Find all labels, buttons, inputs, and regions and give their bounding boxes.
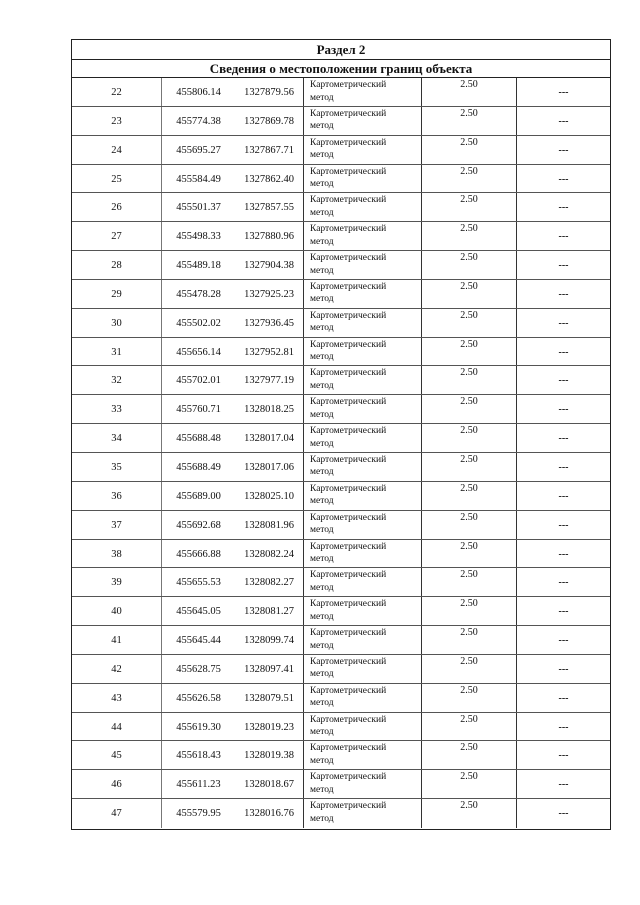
coordinate-y: 1328017.06 — [244, 461, 294, 473]
point-number: 43 — [111, 692, 122, 704]
method-cell — [303, 366, 421, 394]
table-row — [72, 366, 610, 395]
accuracy: 2.50 — [421, 366, 516, 394]
method-line-2: метод — [310, 352, 334, 363]
method-line-1: Картометрический — [310, 195, 387, 206]
point-description: --- — [516, 511, 610, 539]
point-number: 44 — [111, 721, 122, 733]
table-row — [72, 540, 610, 569]
table-row — [72, 741, 610, 770]
point-number: 37 — [111, 519, 122, 531]
table-row — [72, 424, 610, 453]
method-line-1: Картометрический — [310, 310, 387, 321]
coordinate-x: 455695.27 — [161, 136, 235, 164]
point-description: --- — [516, 713, 610, 741]
coordinate-x: 455655.53 — [161, 568, 235, 596]
accuracy: 2.50 — [421, 453, 516, 481]
coordinate-x: 455498.33 — [161, 222, 235, 250]
point-number: 28 — [111, 260, 122, 272]
method-cell — [303, 395, 421, 423]
method-line-2: метод — [310, 92, 334, 103]
point-description: --- — [516, 424, 610, 452]
accuracy: 2.50 — [421, 713, 516, 741]
coordinate-x: 455626.58 — [161, 684, 235, 712]
accuracy: 2.50 — [421, 78, 516, 106]
method-line-2: метод — [310, 496, 334, 507]
coordinate-y: 1327857.55 — [244, 202, 294, 214]
method-cell — [303, 684, 421, 712]
point-number: 23 — [111, 115, 122, 127]
document-frame — [71, 39, 611, 830]
point-number: 29 — [111, 288, 122, 300]
method-cell — [303, 136, 421, 164]
coordinate-y: 1328082.24 — [244, 548, 294, 560]
accuracy: 2.50 — [421, 136, 516, 164]
table-row — [72, 597, 610, 626]
table-row — [72, 482, 610, 511]
accuracy: 2.50 — [421, 395, 516, 423]
method-cell — [303, 540, 421, 568]
table-row — [72, 713, 610, 742]
method-line-1: Картометрический — [310, 253, 387, 264]
coordinate-x: 455760.71 — [161, 395, 235, 423]
coordinate-y: 1327880.96 — [244, 231, 294, 243]
table-row — [72, 626, 610, 655]
point-description: --- — [516, 799, 610, 828]
method-line-1: Картометрический — [310, 685, 387, 696]
method-line-2: метод — [310, 179, 334, 190]
method-line-1: Картометрический — [310, 368, 387, 379]
point-description: --- — [516, 626, 610, 654]
coordinate-x: 455611.23 — [161, 770, 235, 798]
coordinate-y: 1328019.23 — [244, 721, 294, 733]
coordinate-x: 455688.48 — [161, 424, 235, 452]
coordinate-x: 455689.00 — [161, 482, 235, 510]
point-description: --- — [516, 684, 610, 712]
method-cell — [303, 511, 421, 539]
method-line-1: Картометрический — [310, 166, 387, 177]
method-line-2: метод — [310, 698, 334, 709]
point-number: 45 — [111, 750, 122, 762]
method-cell — [303, 770, 421, 798]
method-cell — [303, 597, 421, 625]
method-cell — [303, 165, 421, 193]
method-line-1: Картометрический — [310, 628, 387, 639]
method-line-1: Картометрический — [310, 714, 387, 725]
method-line-1: Картометрический — [310, 454, 387, 465]
coordinate-x: 455702.01 — [161, 366, 235, 394]
table-row — [72, 655, 610, 684]
table-row — [72, 338, 610, 367]
accuracy: 2.50 — [421, 540, 516, 568]
point-description: --- — [516, 338, 610, 366]
accuracy: 2.50 — [421, 741, 516, 769]
coordinate-y: 1327936.45 — [244, 317, 294, 329]
point-number: 40 — [111, 606, 122, 618]
point-number: 34 — [111, 433, 122, 445]
point-number: 47 — [111, 808, 122, 820]
method-cell — [303, 222, 421, 250]
table-row — [72, 568, 610, 597]
table-row — [72, 165, 610, 194]
point-number: 32 — [111, 375, 122, 387]
point-number: 26 — [111, 202, 122, 214]
method-line-2: метод — [310, 265, 334, 276]
accuracy: 2.50 — [421, 222, 516, 250]
coordinate-x: 455478.28 — [161, 280, 235, 308]
table-row — [72, 136, 610, 165]
point-number: 22 — [111, 87, 122, 98]
method-line-1: Картометрический — [310, 801, 387, 812]
method-line-2: метод — [310, 611, 334, 622]
table-row — [72, 280, 610, 309]
point-number: 27 — [111, 231, 122, 243]
point-description: --- — [516, 540, 610, 568]
table-row — [72, 395, 610, 424]
accuracy: 2.50 — [421, 770, 516, 798]
accuracy: 2.50 — [421, 251, 516, 279]
method-cell — [303, 280, 421, 308]
accuracy: 2.50 — [421, 482, 516, 510]
point-description: --- — [516, 770, 610, 798]
method-line-1: Картометрический — [310, 224, 387, 235]
method-cell — [303, 568, 421, 596]
coordinate-y: 1327867.71 — [244, 144, 294, 156]
method-line-2: метод — [310, 150, 334, 161]
method-line-1: Картометрический — [310, 137, 387, 148]
point-number: 42 — [111, 663, 122, 675]
point-description: --- — [516, 453, 610, 481]
coordinate-y: 1328018.67 — [244, 779, 294, 791]
method-line-2: метод — [310, 640, 334, 651]
method-cell — [303, 338, 421, 366]
coordinate-y: 1328099.74 — [244, 635, 294, 647]
point-number: 35 — [111, 461, 122, 473]
coordinate-y: 1328019.38 — [244, 750, 294, 762]
coordinate-y: 1327862.40 — [244, 173, 294, 185]
table-row — [72, 799, 610, 828]
accuracy: 2.50 — [421, 597, 516, 625]
point-number: 38 — [111, 548, 122, 560]
coordinate-x: 455584.49 — [161, 165, 235, 193]
method-line-2: метод — [310, 380, 334, 391]
method-line-2: метод — [310, 207, 334, 218]
method-cell — [303, 424, 421, 452]
method-cell — [303, 309, 421, 337]
accuracy: 2.50 — [421, 280, 516, 308]
coordinate-y: 1327977.19 — [244, 375, 294, 387]
coordinates-table — [72, 78, 610, 828]
method-line-1: Картометрический — [310, 772, 387, 783]
coordinate-y: 1328082.27 — [244, 577, 294, 589]
table-row — [72, 453, 610, 482]
coordinate-x: 455502.02 — [161, 309, 235, 337]
point-description: --- — [516, 222, 610, 250]
method-line-2: метод — [310, 323, 334, 334]
coordinate-x: 455489.18 — [161, 251, 235, 279]
coordinate-x: 455692.68 — [161, 511, 235, 539]
accuracy: 2.50 — [421, 684, 516, 712]
point-description: --- — [516, 107, 610, 135]
method-line-1: Картометрический — [310, 570, 387, 581]
coordinate-x: 455666.88 — [161, 540, 235, 568]
table-row — [72, 770, 610, 799]
section-title: Раздел 2 — [72, 40, 610, 60]
method-line-1: Картометрический — [310, 426, 387, 437]
point-description: --- — [516, 309, 610, 337]
method-cell — [303, 713, 421, 741]
method-line-2: метод — [310, 467, 334, 478]
coordinate-y: 1328097.41 — [244, 663, 294, 675]
coordinate-x: 455688.49 — [161, 453, 235, 481]
method-line-2: метод — [310, 813, 334, 824]
method-cell — [303, 107, 421, 135]
method-cell — [303, 482, 421, 510]
method-line-1: Картометрический — [310, 483, 387, 494]
coordinate-x: 455774.38 — [161, 107, 235, 135]
point-description: --- — [516, 165, 610, 193]
table-row — [72, 222, 610, 251]
coordinate-y: 1328018.25 — [244, 404, 294, 416]
method-line-1: Картометрический — [310, 397, 387, 408]
coordinate-x: 455628.75 — [161, 655, 235, 683]
coordinate-y: 1328017.04 — [244, 433, 294, 445]
coordinate-x: 455645.05 — [161, 597, 235, 625]
point-number: 46 — [111, 779, 122, 791]
point-description: --- — [516, 366, 610, 394]
coordinate-x: 455618.43 — [161, 741, 235, 769]
point-number: 30 — [111, 317, 122, 329]
accuracy: 2.50 — [421, 655, 516, 683]
accuracy: 2.50 — [421, 511, 516, 539]
coordinate-x: 455501.37 — [161, 193, 235, 221]
method-line-2: метод — [310, 236, 334, 247]
method-line-1: Картометрический — [310, 599, 387, 610]
method-cell — [303, 453, 421, 481]
table-row — [72, 107, 610, 136]
method-cell — [303, 799, 421, 828]
point-description: --- — [516, 482, 610, 510]
accuracy: 2.50 — [421, 424, 516, 452]
accuracy: 2.50 — [421, 107, 516, 135]
coordinate-y: 1328081.96 — [244, 519, 294, 531]
accuracy: 2.50 — [421, 193, 516, 221]
method-line-2: метод — [310, 121, 334, 132]
point-description: --- — [516, 568, 610, 596]
method-line-1: Картометрический — [310, 80, 387, 90]
method-line-2: метод — [310, 727, 334, 738]
table-row — [72, 684, 610, 713]
accuracy: 2.50 — [421, 338, 516, 366]
point-number: 33 — [111, 404, 122, 416]
method-cell — [303, 626, 421, 654]
coordinate-y: 1327904.38 — [244, 260, 294, 272]
section-subtitle: Сведения о местоположении границ объекта — [72, 60, 610, 78]
method-line-1: Картометрический — [310, 743, 387, 754]
coordinate-y: 1328016.76 — [244, 808, 294, 820]
table-row — [72, 309, 610, 338]
point-description: --- — [516, 597, 610, 625]
method-line-2: метод — [310, 669, 334, 680]
point-description: --- — [516, 251, 610, 279]
method-line-2: метод — [310, 409, 334, 420]
coordinate-y: 1327869.78 — [244, 115, 294, 127]
method-line-2: метод — [310, 784, 334, 795]
method-line-2: метод — [310, 438, 334, 449]
accuracy: 2.50 — [421, 165, 516, 193]
table-row — [72, 511, 610, 540]
point-description: --- — [516, 741, 610, 769]
point-description: --- — [516, 136, 610, 164]
table-row — [72, 251, 610, 280]
method-line-2: метод — [310, 554, 334, 564]
method-cell — [303, 193, 421, 221]
coordinate-y: 1328081.27 — [244, 606, 294, 618]
method-cell — [303, 655, 421, 683]
method-cell — [303, 78, 421, 106]
method-line-2: метод — [310, 755, 334, 766]
point-number: 36 — [111, 490, 122, 502]
table-row — [72, 193, 610, 222]
accuracy: 2.50 — [421, 799, 516, 828]
point-description: --- — [516, 193, 610, 221]
method-line-1: Картометрический — [310, 541, 387, 552]
method-line-1: Картометрический — [310, 339, 387, 350]
point-description: --- — [516, 280, 610, 308]
accuracy: 2.50 — [421, 309, 516, 337]
method-line-1: Картометрический — [310, 108, 387, 119]
coordinate-y: 1327925.23 — [244, 288, 294, 300]
method-line-2: метод — [310, 525, 334, 536]
method-line-1: Картометрический — [310, 281, 387, 292]
method-line-2: метод — [310, 294, 334, 305]
accuracy: 2.50 — [421, 568, 516, 596]
coordinate-y: 1327952.81 — [244, 346, 294, 358]
table-row — [72, 78, 610, 107]
accuracy: 2.50 — [421, 626, 516, 654]
method-cell — [303, 741, 421, 769]
point-number: 24 — [111, 144, 122, 156]
coordinate-x: 455656.14 — [161, 338, 235, 366]
coordinate-x: 455806.14 — [161, 78, 235, 106]
method-cell — [303, 251, 421, 279]
method-line-2: метод — [310, 582, 334, 593]
point-number: 41 — [111, 635, 122, 647]
coordinate-x: 455619.30 — [161, 713, 235, 741]
coordinate-y: 1328079.51 — [244, 692, 294, 704]
point-description: --- — [516, 78, 610, 106]
method-line-1: Картометрический — [310, 656, 387, 667]
coordinate-x: 455645.44 — [161, 626, 235, 654]
point-number: 31 — [111, 346, 122, 358]
coordinate-y: 1328025.10 — [244, 490, 294, 502]
point-number: 25 — [111, 173, 122, 185]
point-description: --- — [516, 395, 610, 423]
point-description: --- — [516, 655, 610, 683]
coordinate-y: 1327879.56 — [244, 87, 294, 98]
point-number: 39 — [111, 577, 122, 589]
coordinate-x: 455579.95 — [161, 799, 235, 828]
method-line-1: Картометрический — [310, 512, 387, 523]
